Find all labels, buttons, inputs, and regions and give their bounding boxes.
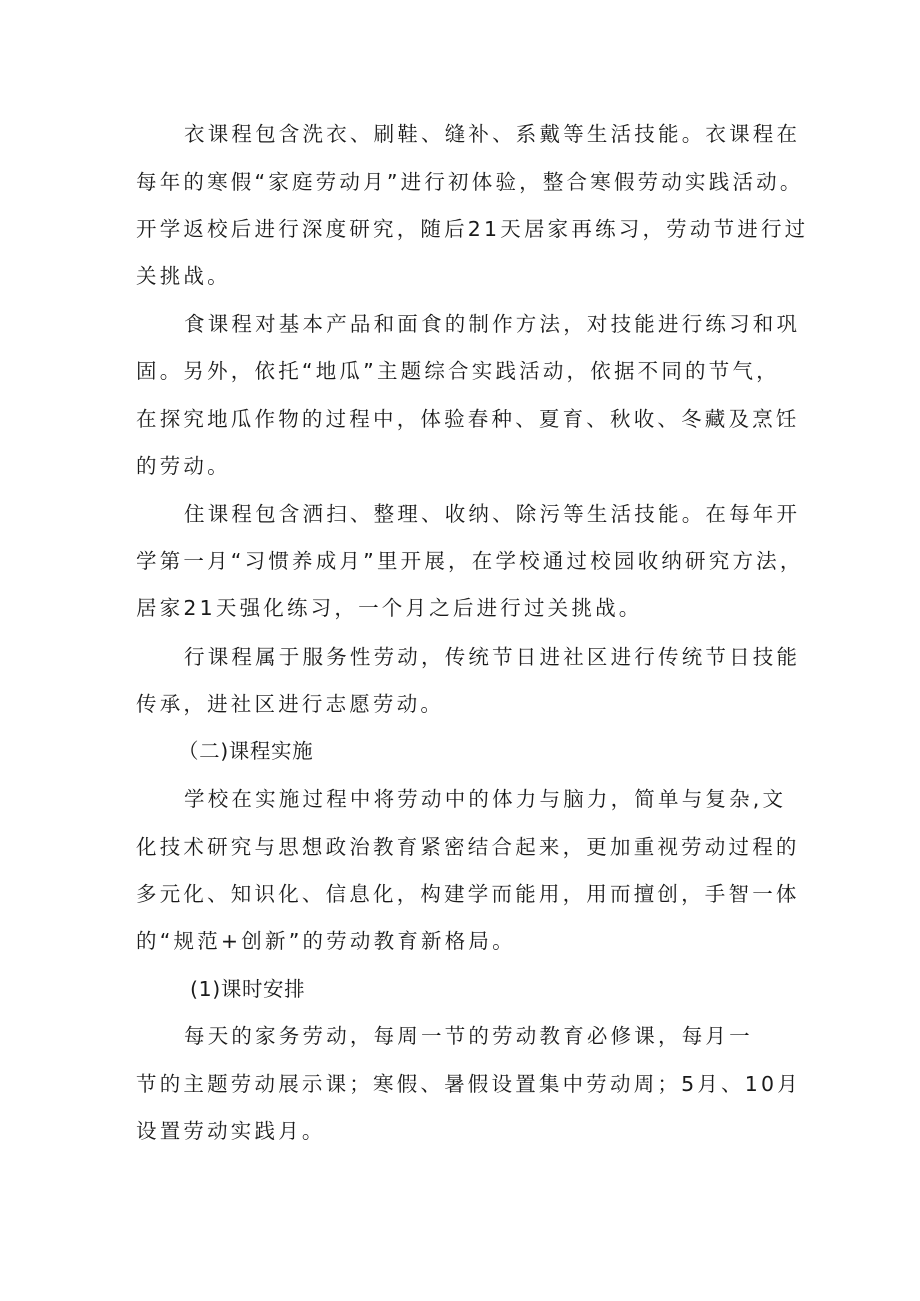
- paragraph-schedule-line-1: 每天的家务劳动，每周一节的劳动教育必修课，每月一: [184, 1024, 753, 1048]
- paragraph-housing-line-2: 学第一月“习惯养成月”里开展，在学校通过校园收纳研究方法，: [136, 549, 804, 573]
- paragraph-clothing-line-1: 衣课程包含洗衣、刷鞋、缝补、系戴等生活技能。衣课程在: [184, 122, 801, 146]
- paragraph-travel-line-1: 行课程属于服务性劳动，传统节日进社区进行传统节日技能: [184, 645, 801, 669]
- paragraph-implementation-line-4: 的“规范+创新”的劳动教育新格局。: [136, 929, 516, 953]
- section-heading-implementation: （二)课程实施: [178, 739, 314, 763]
- paragraph-housing-line-3: 居家21天强化练习，一个月之后进行过关挑战。: [136, 596, 643, 620]
- paragraph-clothing-line-4: 关挑战。: [136, 264, 231, 288]
- paragraph-implementation-line-3: 多元化、知识化、信息化，构建学而能用，用而擅创，手智一体: [136, 882, 800, 906]
- paragraph-implementation-line-2: 化技术研究与思想政治教育紧密结合起来，更加重视劳动过程的: [136, 835, 800, 859]
- paragraph-clothing-line-3: 开学返校后进行深度研究，随后21天居家再练习，劳动节进行过: [136, 217, 809, 241]
- subsection-heading-schedule: (1)课时安排: [190, 977, 306, 1001]
- paragraph-travel-line-2: 传承，进社区进行志愿劳动。: [136, 692, 445, 716]
- paragraph-housing-line-1: 住课程包含洒扫、整理、收纳、除污等生活技能。在每年开: [184, 502, 801, 526]
- paragraph-implementation-line-1: 学校在实施过程中将劳动中的体力与脑力，简单与复杂,文: [184, 787, 787, 811]
- paragraph-clothing-line-2: 每年的寒假“家庭劳动月”进行初体验，整合寒假劳动实践活动。: [136, 170, 804, 194]
- paragraph-food-line-1: 食课程对基本产品和面食的制作方法，对技能进行练习和巩: [184, 312, 801, 336]
- paragraph-food-line-2: 固。另外，依托“地瓜”主题综合实践活动，依据不同的节气，: [136, 359, 780, 383]
- paragraph-food-line-4: 的劳动。: [136, 454, 231, 478]
- paragraph-food-line-3: 在探究地瓜作物的过程中，体验春种、夏育、秋收、冬藏及烹饪: [136, 407, 800, 431]
- paragraph-schedule-line-3: 设置劳动实践月。: [136, 1119, 326, 1143]
- paragraph-schedule-line-2: 节的主题劳动展示课；寒假、暑假设置集中劳动周；5月、10月: [136, 1072, 801, 1096]
